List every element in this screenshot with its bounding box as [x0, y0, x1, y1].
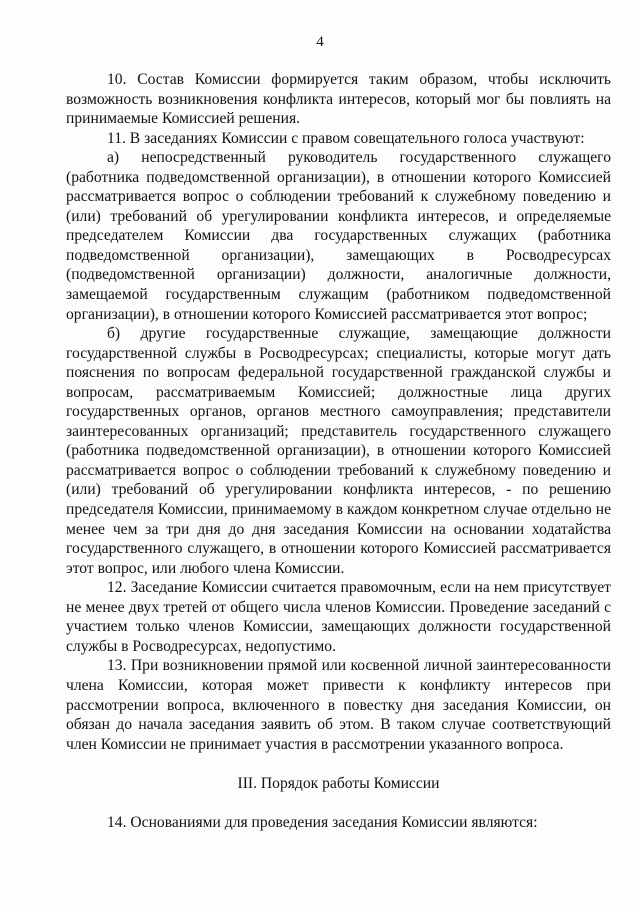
document-body [66, 70, 611, 832]
paragraph-11-a: а) непосредственный руководитель государственного служащего (работника подведомственной организации), в отношении которого Комиссией рассматривается вопрос о соблюдении требований к служебному поведению и (или) требований об урегулировании конфликта интересов, и определяемые председателем Комиссии два государственных служащих (работника подведомственной организации), замещающих в Росводресурсах (подведомственной организации) должности, аналогичные должности, замещаемой государственным служащим (работником подведомственной организации), в отношении которого Комиссией рассматривается этот вопрос; [66, 149, 611, 323]
section-heading: III. Порядок работы Комиссии [237, 774, 440, 792]
paragraph-10: 10. Состав Комиссии формируется таким образом, чтобы исключить возможность возникновения конфликта интересов, который мог бы повлиять на принимаемые Комиссией решения. [66, 71, 611, 128]
paragraph-11: 11. В заседаниях Комиссии с правом совещательного голоса участвуют: [107, 129, 585, 147]
paragraph-11-b: б) другие государственные служащие, замещающие должности государственной службы в Росводресурсах; специалисты, которые могут дать пояснения по вопросам федеральной государственной гражданской службы и вопросам, рассматриваемым Комиссией; должностные лица других государственных органов, органов местного самоуправления; представители заинтересованных организаций; представитель государственного служащего (работника подведомственной организации), в отношении которого Комиссией рассматривается вопрос о соблюдении требований к служебному поведению и (или) требований об урегулировании конфликта интересов, - по решению председателя Комиссии, принимаемому в каждом конкретном случае отдельно не менее чем за три дня до дня заседания Комиссии на основании ходатайства государственного служащего, в отношении которого Комиссией рассматривается этот вопрос, или любого члена Комиссии. [66, 325, 611, 577]
paragraph-12: 12. Заседание Комиссии считается правомочным, если на нем присутствует не менее двух третей от общего числа членов Комиссии. Проведение заседаний с участием только членов Комиссии, замещающих должности государственной службы в Росводресурсах, недопустимо. [66, 579, 611, 655]
paragraph-14: 14. Основаниями для проведения заседания Комиссии являются: [107, 813, 538, 831]
paragraph-13: 13. При возникновении прямой или косвенной личной заинтересованности члена Комиссии, которая может привести к конфликту интересов при рассмотрении вопроса, включенного в повестку дня заседания Комиссии, он обязан до начала заседания заявить об этом. В таком случае соответствующий член Комиссии не принимает участия в рассмотрении указанного вопроса. [66, 657, 611, 753]
page-number: 4 [316, 34, 324, 50]
